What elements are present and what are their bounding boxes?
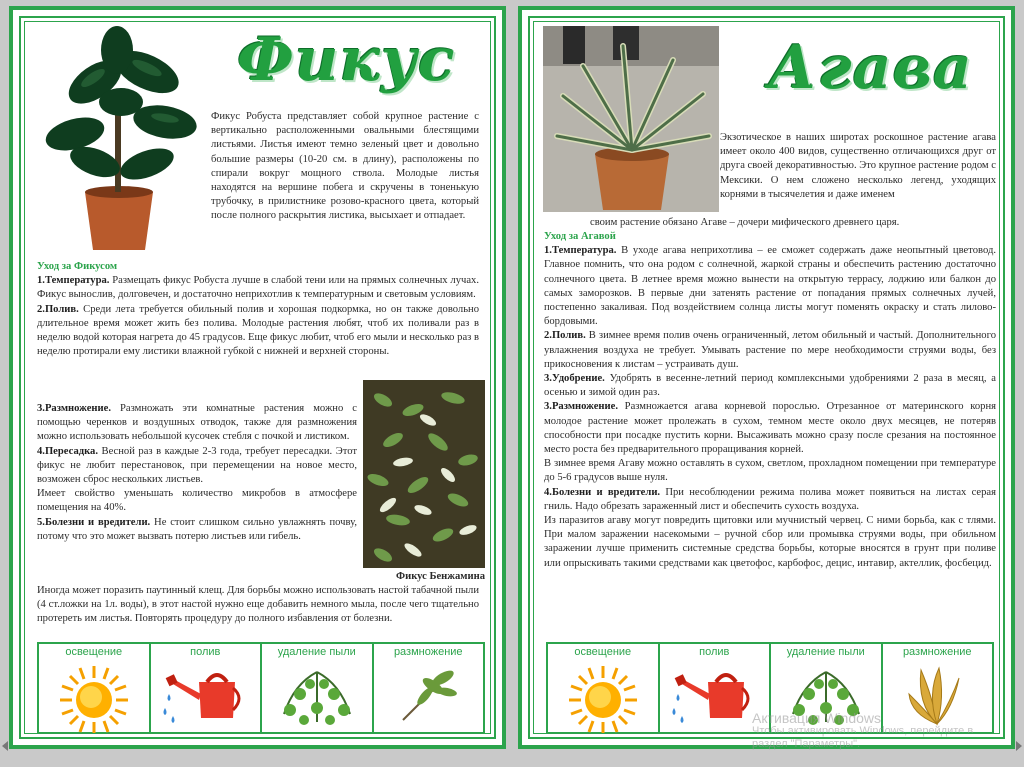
watering-can-icon [163, 664, 247, 732]
previous-page-arrow-icon[interactable] [2, 741, 8, 751]
ficus-benjamina-photo [363, 380, 485, 568]
care-icon-strip [37, 642, 485, 734]
care-section: 4.Болезни и вредители. При несоблюдении режима полива может появиться на листах серая гниль. Надо обрезать зараженный лист и обеспечить сухость воздуха. [544, 486, 996, 512]
benjamina-caption: Фикус Бенжамина [396, 571, 485, 582]
ficus-pests-text: Иногда может поразить паутинный клещ. Для борьбы можно использовать настой табачной пыли (4 ст.ложки на 1л. воды), в этот настой нужно еще добавить немного мыла, после чего тщательно протереть им листья. Повторять процедуру до полного избавления от болезни. [37, 585, 479, 625]
strip-cell-light: освещение [39, 644, 151, 732]
agave-intro: Экзотическое в наших широтах роскошное растение агава имеет около 400 видов, существенно отличающихся друг от друга своей декоративностью. Это крупное растение родом с Мексики. О нем сложено несколько легенд, уходящих корнями в тысячелетия и даже именем [720, 132, 996, 200]
care-section: 1.Температура. В уходе агава неприхотлива – ее сможет содержать даже неопытный цветовод. Главное помнить, что она родом с солнечной, жаркой страны и обеспечить растению достаточно солнечного цвета. В летнее время можно вынести на открытую террасу, лоджию или балкон до самых заморозков. В первые дни затенять растение от попадания прямых солнечных лучей, постепенно закаливая. Под воздействием солнца листы могут поменять окраску и стать лилово-бордовыми. [544, 245, 996, 328]
ficus-care-body-narrow [37, 402, 357, 544]
sun-icon [58, 664, 130, 736]
strip-cell-light: освещение [548, 644, 660, 732]
care-section: 3.Размножение. Размножать эти комнатные растения можно с помощью черенков и воздушных отводок, также для размножения можно использовать небольшой кусочек стебля с почкой и листиком. [37, 403, 357, 443]
strip-cell-dust: удаление пыли [771, 644, 883, 732]
care-section: 1.Температура. Размещать фикус Робуста лучше в слабой тени или на прямых солнечных лучах. Фикус вынослив, долговечен, и достаточно неприхотлив к температурным и световым условиям. [37, 275, 479, 301]
agave-page [518, 6, 1015, 749]
next-page-arrow-icon[interactable] [1016, 741, 1022, 751]
watering-can-icon [672, 664, 756, 732]
care-note: Имеет свойство уменьшать количество микробов в атмосфере помещения на 40%. [37, 488, 357, 514]
agave-intro-end: своим растение обязано Агаве – дочери мифического древнего царя. [590, 217, 900, 228]
care-section: 2.Полив. Среди лета требуется обильный полив и хорошая подкормка, но он также довольно длительное время может жить без полива. Молодые растения любят, чтоб их поливали раз в неделю водой которая нагрета до 45 градусов. Еще фикус любит, чтоб его мыли и несколько раз в неделю протирали ему листики влажной губкой с нижней и верхней стороны. [37, 303, 479, 358]
care-heading: Уход за Агавой [544, 231, 616, 242]
care-note: Из паразитов агаву могут повредить щитовки или мучнистый червец. С ними борьба, как с тлями. При малом заражении насекомыми – ручной сбор или промывка струями воды, при обильном заражении лучше применить системные средства борьбы, которые вносятся в грунт при поливе или опрыскивать такими средствами как цветофос, карбофос, децис, интавир, актеллик, фосбецид. [544, 515, 996, 569]
care-section: 3.Удобрение. Удобрять в весенне-летний период комплексными удобрениями 2 раза в месяц, а осенью и зимой один раз. [544, 373, 996, 399]
ficus-page [9, 6, 506, 749]
ficus-robusta-photo [35, 22, 213, 258]
ficus-care-body [37, 260, 479, 359]
care-section: 5.Болезни и вредители. Не стоит слишком сильно увлажнять почву, потому что это может вызвать потерю листьев или гибель. [37, 516, 357, 542]
care-heading: Уход за Фикусом [37, 261, 118, 272]
care-section: 4.Пересадка. Весной раз в каждые 2-3 года, требует пересадки. Этот фикус не любит перестановок, при перемещении на новое место, возможен сброс нескольких листьев. [37, 445, 357, 486]
care-section: 3.Размножение. Размножается агава корневой порослью. Отрезанное от материнского корня молодое растение может пролежать в сухом, темном месте около двух месяцев, не потеряв способности при посадке пустить корни. Высаживать можно сразу после срезания на постоянное место роста без предварительного проращивания корней. [544, 401, 996, 456]
page-title-ficus: Фикус [237, 25, 456, 95]
ficus-intro: Фикус Робуста представляет собой крупное растение с вертикально расположенными овальными блестящими листьями. Листья имеют темно зеленый цвет и довольно большие размеры (10-20 см. в длину), расположены по спирали вокруг мощного ствола. Молодые листья находятся на вершине побега и скручены в тоненькую трубочку, в прилистнике розово-красного цвета, который после полного раскрытия листика, высыхает и отпадает. [211, 111, 479, 222]
sun-icon [567, 664, 639, 736]
page-title-agave: Агава [768, 33, 973, 103]
strip-cell-watering: полив [660, 644, 772, 732]
strip-cell-propagation: размножение [883, 644, 993, 732]
plant-leaves-icon [274, 664, 360, 730]
windows-activation-watermark: Активация Windows Чтобы активировать Windows, перейдите в раздел "Параметры". [752, 710, 974, 750]
agave-photo [543, 26, 719, 212]
strip-cell-dust: удаление пыли [262, 644, 374, 732]
strip-cell-propagation: размножение [374, 644, 484, 732]
cutting-icon [393, 664, 463, 726]
care-section: 2.Полив. В зимнее время полив очень ограниченный, летом обильный и частый. Дополнительного увлажнения воздуха не требует. Умывать растение по мере необходимости струями воды, без прикосновения к листам – устраивать душ. [544, 330, 996, 370]
care-note: В зимнее время Агаву можно оставлять в сухом, светлом, прохладном помещении при температуре до 5-6 градусов выше нуля. [544, 458, 996, 484]
agave-care-body [544, 230, 996, 571]
strip-cell-watering: полив [151, 644, 263, 732]
